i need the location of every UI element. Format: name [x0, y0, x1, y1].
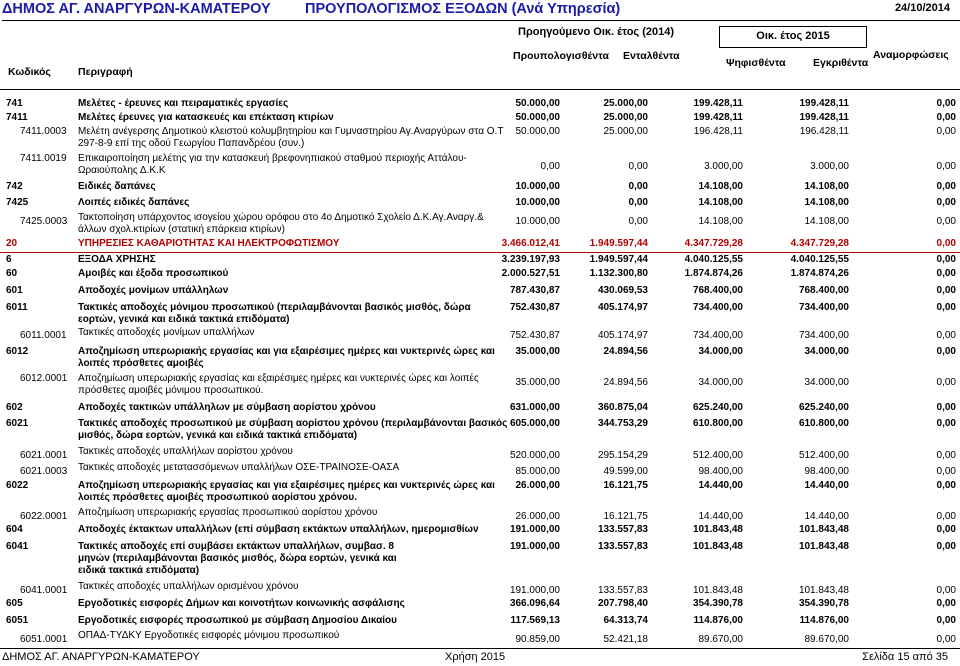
cell-amount: 734.400,00 [798, 302, 849, 313]
cell-amount: 430.069,53 [597, 285, 648, 296]
cell-description: Τακτικές αποδοχές μονίμων υπαλλήλων [78, 327, 255, 338]
col-header-budgeted: Προυπολογισθέντα [513, 50, 609, 62]
cell-amount: 768.400,00 [798, 285, 849, 296]
cell-amount: 26.000,00 [515, 480, 560, 491]
cell-amount: 0,00 [936, 541, 956, 552]
footer-rule [0, 648, 960, 649]
cell-amount: 10.000,00 [515, 216, 560, 227]
cell-amount: 25.000,00 [603, 112, 648, 123]
cell-amount: 0,00 [936, 112, 956, 123]
cell-amount: 24.894,56 [603, 346, 648, 357]
cell-amount: 0,00 [628, 181, 648, 192]
cell-code: 20 [6, 238, 18, 249]
table-row [0, 480, 960, 508]
cell-amount: 196.428,11 [693, 126, 743, 137]
cell-amount: 98.400,00 [698, 466, 743, 477]
table-row-service [0, 238, 960, 252]
cell-amount: 0,00 [936, 285, 956, 296]
cell-code: 7411.0019 [20, 153, 67, 164]
cell-amount: 207.798,40 [597, 598, 648, 609]
cell-code: 6021.0001 [20, 450, 68, 461]
org-title: ΔΗΜΟΣ ΑΓ. ΑΝΑΡΓΥΡΩΝ-ΚΑΜΑΤΕΡΟΥ [2, 1, 271, 17]
cell-amount: 14.108,00 [698, 216, 743, 227]
cell-amount: 512.400,00 [692, 450, 743, 461]
cell-description: Τακτικές αποδοχές επί συμβάσει εκτάκτων υπαλλήλων, συμβασ. 8 μηνών (περιλαμβάνονται βασικός μισθός, δώρα εορτών, γενικά και ειδικά τακτικά επιδόματα) [78, 541, 397, 576]
cell-amount: 734.400,00 [692, 302, 743, 313]
cell-amount: 25.000,00 [603, 98, 648, 109]
header-underline [2, 20, 960, 21]
cell-amount: 89.670,00 [804, 634, 849, 645]
cell-amount: 1.874.874,26 [684, 268, 743, 279]
service-underline [0, 252, 960, 253]
cell-amount: 0,00 [628, 197, 648, 208]
cell-amount: 191.000,00 [509, 585, 560, 596]
cell-amount: 0,00 [936, 585, 956, 596]
cell-amount: 610.800,00 [692, 418, 743, 429]
cell-amount: 768.400,00 [692, 285, 743, 296]
cell-description: Τακτοποίηση υπάρχοντος ισογείου χώρου ορόφου στο 4ο Δημοτικό Σχολείο Δ.Κ.Αγ.Αναργ.& άλλων σχολ.κτιρίων (στατική επάρκεια κτιρίων) [78, 212, 484, 235]
cell-code: 6011 [6, 302, 28, 313]
cell-code: 6022 [6, 480, 29, 491]
cell-amount: 199.428,11 [693, 98, 743, 109]
cell-description: Τακτικές αποδοχές προσωπικού με σύμβαση αορίστου χρόνου (περιλαμβάνονται βασικός μισθός, δώρα εορτών, γενικά και ειδικά τακτικά επιδόματα) [78, 418, 508, 441]
cell-description: Αποζημίωση υπερωριακής εργασίας και για εξαιρέσιμες ημέρες και νυκτερινές ώρες και λοιπές πρόσθετες αμοιβές [78, 346, 495, 369]
cell-amount: 49.599,00 [603, 466, 648, 477]
cell-amount: 0,00 [936, 466, 956, 477]
cell-amount: 0,00 [936, 480, 956, 491]
cell-amount: 35.000,00 [515, 346, 560, 357]
cell-amount: 191.000,00 [509, 541, 560, 552]
cell-amount: 14.440,00 [804, 511, 849, 522]
cell-amount: 14.440,00 [698, 511, 743, 522]
cell-amount: 101.843,48 [798, 524, 849, 535]
cell-amount: 14.440,00 [698, 480, 743, 491]
cell-amount: 631.000,00 [509, 402, 560, 413]
cell-amount: 14.440,00 [804, 480, 849, 491]
cell-amount: 14.108,00 [804, 216, 849, 227]
cell-amount: 114.876,00 [693, 615, 743, 626]
cell-amount: 0,00 [936, 197, 956, 208]
col-header-code: Κωδικός [8, 66, 51, 78]
cell-amount: 14.108,00 [698, 181, 743, 192]
cell-amount: 64.313,74 [603, 615, 648, 626]
cell-amount: 405.174,97 [597, 302, 648, 313]
cell-amount: 89.670,00 [698, 634, 743, 645]
cell-amount: 734.400,00 [692, 330, 743, 341]
cell-amount: 787.430,87 [509, 285, 560, 296]
table-row [0, 302, 960, 330]
cell-amount: 0,00 [936, 634, 956, 645]
cell-amount: 0,00 [936, 524, 956, 535]
table-row [0, 541, 960, 581]
cell-code: 7411.0003 [20, 126, 67, 137]
cell-amount: 3.466.012,41 [501, 238, 560, 249]
cell-amount: 366.096,64 [509, 598, 560, 609]
cell-amount: 85.000,00 [515, 466, 560, 477]
cell-amount: 0,00 [936, 377, 956, 388]
cell-code: 6022.0001 [20, 511, 68, 522]
cell-amount: 133.557,83 [597, 541, 648, 552]
cell-amount: 14.108,00 [804, 181, 849, 192]
cell-amount: 133.557,83 [597, 524, 648, 535]
cell-amount: 199.428,11 [799, 98, 849, 109]
cell-amount: 0,00 [936, 330, 956, 341]
cell-code: 602 [6, 402, 23, 413]
cell-description: Τακτικές αποδοχές μόνιμου προσωπικού (περιλαμβάνονται βασικός μισθός, δώρα εορτών, γενικά και ειδικά τακτικά επιδόματα) [78, 302, 471, 325]
table-row [0, 181, 960, 197]
cell-amount: 90.859,00 [515, 634, 560, 645]
cell-description: Αποδοχές τακτικών υπάλληλων με σύμβαση αορίστου χρόνου [78, 402, 376, 413]
table-row [0, 598, 960, 614]
cell-code: 6021 [6, 418, 29, 429]
cell-amount: 0,00 [936, 98, 956, 109]
table-row [0, 197, 960, 213]
cell-description: Αμοιβές και έξοδα προσωπικού [78, 268, 229, 279]
cell-amount: 34.000,00 [804, 377, 849, 388]
table-row [0, 524, 960, 540]
cell-amount: 52.421,18 [603, 634, 648, 645]
cell-amount: 354.390,78 [798, 598, 849, 609]
cell-code: 6012.0001 [20, 373, 68, 384]
cell-code: 605 [6, 598, 23, 609]
cell-amount: 0,00 [936, 402, 956, 413]
cell-amount: 4.040.125,55 [684, 254, 743, 265]
table-row [0, 212, 960, 238]
table-row [0, 447, 960, 463]
cell-description: Μελέτες έρευνες για κατασκευές και επέκταση κτιρίων [78, 112, 334, 123]
cell-code: 60 [6, 268, 18, 279]
col-header-voted: Ψηφισθέντα [726, 57, 786, 69]
cell-amount: 4.347.729,28 [684, 238, 743, 249]
cell-code: 604 [6, 524, 23, 535]
cell-amount: 295.154,29 [597, 450, 648, 461]
cell-amount: 734.400,00 [798, 330, 849, 341]
table-row [0, 327, 960, 346]
cell-amount: 1.874.874,26 [790, 268, 849, 279]
footer-year: Χρήση 2015 [445, 651, 506, 663]
cell-description: Τακτικές αποδοχές υπαλλήλων ορισμένου χρόνου [78, 581, 299, 592]
cell-description: Μελέτη ανέγερσης Δημοτικού κλειστού κολυμβητηρίου και Γυμναστηρίου Αγ.Αναργύρων στα Ο.Τ 297-8-9 επί της οδού Γεωργίου Παπανδρέου (συν.) [78, 126, 504, 149]
prev-year-label: Προηγούμενο Οικ. έτος (2014) [518, 26, 674, 38]
cell-amount: 101.843,48 [692, 541, 743, 552]
cell-amount: 0,00 [628, 216, 648, 227]
cell-amount: 3.000,00 [704, 161, 743, 172]
cell-code: 601 [6, 285, 23, 296]
cell-amount: 605.000,00 [509, 418, 560, 429]
cell-amount: 14.108,00 [698, 197, 743, 208]
cell-amount: 16.121,75 [603, 511, 648, 522]
cell-amount: 25.000,00 [603, 126, 648, 137]
cell-amount: 625.240,00 [692, 402, 743, 413]
cell-description: Εργοδοτικές εισφορές προσωπικού με σύμβαση Δημοσίου Δικαίου [78, 615, 397, 626]
cell-code: 742 [6, 181, 23, 192]
cell-amount: 0,00 [936, 511, 956, 522]
cell-amount: 50.000,00 [515, 126, 560, 137]
cell-amount: 199.428,11 [693, 112, 743, 123]
cell-amount: 3.000,00 [810, 161, 849, 172]
cell-code: 741 [6, 98, 23, 109]
footer-page: Σελίδα 15 από 35 [862, 651, 948, 663]
cell-amount: 1.949.597,44 [589, 254, 648, 265]
cell-code: 6051.0001 [20, 634, 68, 645]
cell-amount: 26.000,00 [515, 511, 560, 522]
cell-amount: 0,00 [936, 216, 956, 227]
cell-amount: 34.000,00 [698, 377, 743, 388]
table-row [0, 508, 960, 524]
table-row [0, 285, 960, 303]
cell-amount: 344.753,29 [597, 418, 648, 429]
cell-description: ΥΠΗΡΕΣΙΕΣ ΚΑΘΑΡΙΟΤΗΤΑΣ ΚΑΙ ΗΛΕΚΤΡΟΦΩΤΙΣΜΟΥ [78, 238, 340, 249]
cell-amount: 16.121,75 [603, 480, 648, 491]
cell-amount: 117.569,13 [510, 615, 560, 626]
cell-description: Ειδικές δαπάνες [78, 181, 156, 192]
cell-description: Εργοδοτικές εισφορές Δήμων και κοινοτήτων κοινωνικής ασφάλισης [78, 598, 405, 609]
cell-amount: 0,00 [936, 598, 956, 609]
table-row [0, 98, 960, 112]
cell-amount: 101.843,48 [692, 524, 743, 535]
table-row [0, 418, 960, 446]
cell-description: Αποζημίωση υπερωριακής εργασίας και για εξαιρέσιμες ημέρες και νυκτερινές ώρες και λοιπές πρόσθετες αμοιβές προσωπικού αορίστου χρόνου. [78, 480, 495, 503]
page-footer [0, 648, 960, 666]
cell-amount: 2.000.527,51 [501, 268, 560, 279]
cell-amount: 752.430,87 [509, 302, 560, 313]
cell-amount: 0,00 [628, 161, 648, 172]
table-row [0, 268, 960, 286]
cell-amount: 405.174,97 [597, 330, 648, 341]
cell-description: Τακτικές αποδοχές υπαλλήλων αορίστου χρόνου [78, 446, 293, 457]
table-row [0, 615, 960, 631]
cell-amount: 50.000,00 [515, 112, 560, 123]
cell-amount: 0,00 [540, 161, 560, 172]
cell-amount: 1.132.300,80 [589, 268, 648, 279]
cell-description: ΕΞΟΔΑ ΧΡΗΣΗΣ [78, 254, 156, 265]
report-title: ΠΡΟΥΠΟΛΟΓΙΣΜΟΣ ΕΞΟΔΩΝ (Ανά Υπηρεσία) [305, 1, 621, 17]
cell-amount: 0,00 [936, 615, 956, 626]
cell-description: Μελέτες - έρευνες και πειραματικές εργασίες [78, 98, 289, 109]
cell-description: Αποδοχές μονίμων υπάλληλων [78, 285, 229, 296]
cell-code: 6051 [6, 615, 29, 626]
cell-amount: 0,00 [936, 126, 956, 137]
cell-code: 6012 [6, 346, 29, 357]
table-row [0, 373, 960, 399]
col-header-approved: Εγκριθέντα [813, 57, 869, 69]
cell-amount: 512.400,00 [798, 450, 849, 461]
cell-amount: 196.428,11 [799, 126, 849, 137]
cell-description: Αποζημίωση υπερωριακής εργασίας και εξαιρέσιμες ημέρες και νυκτερινές ώρες και λοιπές πρόσθετες αμοιβές μόνιμου προσωπικού. [78, 373, 479, 396]
cell-amount: 0,00 [936, 268, 956, 279]
table-row [0, 346, 960, 372]
cell-amount: 98.400,00 [804, 466, 849, 477]
cell-amount: 3.239.197,93 [501, 254, 560, 265]
cell-amount: 191.000,00 [509, 524, 560, 535]
cell-amount: 0,00 [936, 418, 956, 429]
cell-amount: 50.000,00 [515, 98, 560, 109]
cell-amount: 4.040.125,55 [790, 254, 849, 265]
cell-code: 6041.0001 [20, 585, 68, 596]
table-row [0, 153, 960, 181]
footer-org: ΔΗΜΟΣ ΑΓ. ΑΝΑΡΓΥΡΩΝ-ΚΑΜΑΤΕΡΟΥ [2, 651, 200, 663]
cell-amount: 610.800,00 [798, 418, 849, 429]
cell-description: Λοιπές ειδικές δαπάνες [78, 197, 190, 208]
cell-amount: 0,00 [936, 181, 956, 192]
cell-amount: 0,00 [936, 254, 956, 265]
cell-amount: 0,00 [936, 302, 956, 313]
cell-amount: 34.000,00 [698, 346, 743, 357]
cell-amount: 14.108,00 [804, 197, 849, 208]
cell-amount: 0,00 [936, 238, 956, 249]
cur-year-label: Οικ. έτος 2015 [756, 30, 830, 42]
cell-amount: 101.843,48 [692, 585, 743, 596]
cell-amount: 114.876,00 [799, 615, 849, 626]
cell-amount: 101.843,48 [798, 541, 849, 552]
cell-amount: 35.000,00 [515, 377, 560, 388]
cell-code: 6021.0003 [20, 466, 68, 477]
cell-amount: 4.347.729,28 [790, 238, 849, 249]
cell-amount: 199.428,11 [799, 112, 849, 123]
cell-code: 6011.0001 [20, 330, 67, 341]
cell-amount: 10.000,00 [515, 197, 560, 208]
cell-code: 6 [6, 254, 12, 265]
table-row [0, 463, 960, 479]
header-rule [0, 89, 960, 90]
cell-description: Επικαιροποίηση μελέτης για την κατασκευή βρεφονηπιακού σταθμού περιοχής Αττάλου-Ωραιούπολης Δ.Κ.Κ [78, 153, 467, 176]
cell-code: 7425.0003 [20, 216, 68, 227]
col-header-ordered: Ενταλθέντα [623, 50, 680, 62]
cell-code: 7411 [6, 112, 28, 123]
table-row [0, 112, 960, 126]
table-row [0, 402, 960, 418]
cell-amount: 354.390,78 [692, 598, 743, 609]
cell-amount: 0,00 [936, 346, 956, 357]
cell-amount: 34.000,00 [804, 346, 849, 357]
cell-amount: 101.843,48 [798, 585, 849, 596]
cell-description: ΟΠΑΔ-ΤΥΔΚΥ Εργοδοτικές εισφορές μόνιμου προσωπικού [78, 630, 340, 641]
table-row [0, 126, 960, 153]
col-header-adjustments: Αναμορφώσεις [873, 49, 949, 61]
report-header [0, 0, 960, 96]
cell-amount: 625.240,00 [798, 402, 849, 413]
cell-description: Τακτικές αποδοχές μετατασσόμενων υπαλλήλων ΟΣΕ-ΤΡΑΙΝΟΣΕ-ΟΑΣΑ [78, 462, 400, 473]
cell-amount: 1.949.597,44 [589, 238, 648, 249]
cell-description: Αποδοχές έκτακτων υπαλλήλων (επί σύμβαση εκτάκτων υπαλλήλων, ημερομισθίων [78, 524, 479, 535]
table-row [0, 631, 960, 647]
cell-amount: 0,00 [936, 450, 956, 461]
cell-amount: 360.875,04 [597, 402, 648, 413]
cell-amount: 752.430,87 [509, 330, 560, 341]
table-row [0, 582, 960, 598]
report-date: 24/10/2014 [894, 2, 950, 14]
cell-description: Αποζημίωση υπερωριακής εργασίας προσωπικού αορίστου χρόνου [78, 507, 378, 518]
cell-amount: 10.000,00 [515, 181, 560, 192]
cell-code: 7425 [6, 197, 29, 208]
cell-code: 6041 [6, 541, 29, 552]
cell-amount: 0,00 [936, 161, 956, 172]
cell-amount: 520.000,00 [509, 450, 560, 461]
col-header-description: Περιγραφή [78, 66, 133, 78]
cell-amount: 24.894,56 [603, 377, 648, 388]
cell-amount: 133.557,83 [597, 585, 648, 596]
